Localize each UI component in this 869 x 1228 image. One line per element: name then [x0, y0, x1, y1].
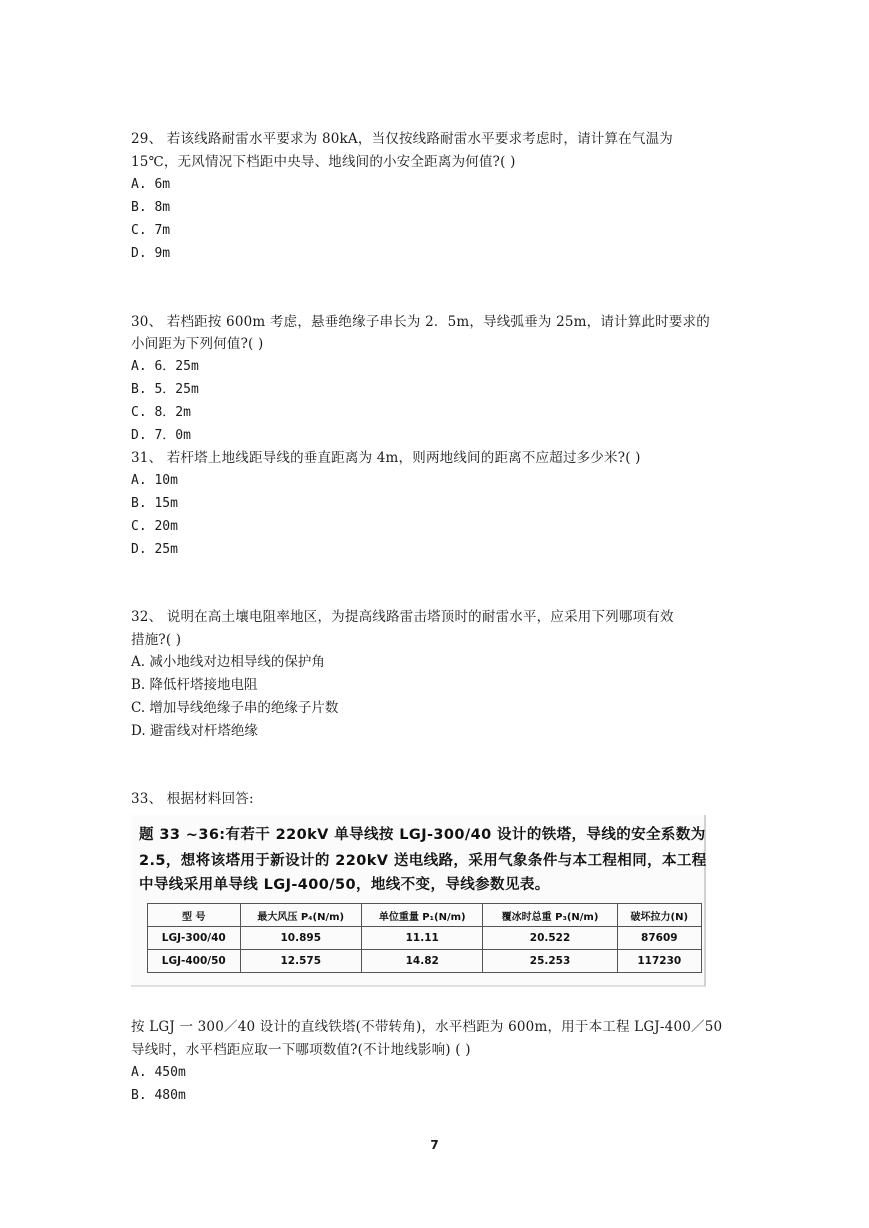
figure-text-line2: 2.5，想将该塔用于新设计的 220kV 送电线路，采用气象条件与本工程相同，本工程 [139, 853, 707, 869]
table-row [148, 927, 702, 950]
q30-stem-line2: 小间距为下列何值?( ) [131, 336, 264, 352]
q29-option-b: B. 8m [131, 200, 171, 215]
table-cell: 10.895 [240, 927, 361, 950]
q32-stem-line2: 措施?( ) [131, 632, 182, 648]
table-header-row [148, 904, 702, 927]
q31-option-c: C. 20m [131, 519, 178, 534]
q30-option-b: B. 5．25m [131, 382, 199, 397]
table-cell: 20.522 [483, 927, 617, 950]
q33-material-figure [131, 815, 706, 987]
table-header-cell: 覆冰时总重 P₃(N/m) [483, 904, 617, 927]
q32-option-b: B. 降低杆塔接地电阻 [131, 677, 258, 693]
q32-option-d: D. 避雷线对杆塔绝缘 [131, 723, 258, 739]
q33-option-b: B. 480m [131, 1088, 186, 1103]
figure-text-line3: 中导线采用单导线 LGJ-400/50，地线不变，导线参数见表。 [139, 877, 550, 893]
table-header-cell: 最大风压 P₄(N/m) [240, 904, 361, 927]
q31-option-d: D. 25m [131, 542, 178, 557]
q30-option-a: A. 6．25m [131, 359, 199, 374]
q30-option-c: C. 8．2m [131, 405, 191, 420]
q32-option-c: C. 增加导线绝缘子串的绝缘子片数 [131, 700, 339, 716]
q31-option-b: B. 15m [131, 496, 178, 511]
table-row [148, 950, 702, 973]
table-cell: 87609 [617, 927, 701, 950]
q29-stem-line2: 15℃，无风情况下档距中央导、地线间的小安全距离为何值?( ) [131, 154, 516, 170]
table-cell: 12.575 [240, 950, 361, 973]
table-cell: LGJ-300/40 [148, 927, 241, 950]
page-number: 7 [430, 1138, 439, 1152]
table-cell: LGJ-400/50 [148, 950, 241, 973]
q32-stem-line1: 32、 说明在高土壤电阻率地区，为提高线路雷击塔顶时的耐雷水平，应采用下列哪项有效 [131, 609, 674, 625]
conductor-parameter-table [147, 903, 702, 973]
q32-option-a: A. 减小地线对边相导线的保护角 [131, 654, 325, 670]
q29-option-a: A. 6m [131, 177, 171, 192]
table-cell: 14.82 [361, 950, 482, 973]
table-cell: 11.11 [361, 927, 482, 950]
q29-option-d: D. 9m [131, 246, 171, 261]
q29-option-c: C. 7m [131, 223, 171, 238]
table-header-cell: 单位重量 P₁(N/m) [361, 904, 482, 927]
table-header-cell: 破坏拉力(N) [617, 904, 701, 927]
q33-intro: 33、 根据材料回答: [131, 791, 254, 807]
table-cell: 25.253 [483, 950, 617, 973]
q30-stem-line1: 30、 若档距按 600m 考虑，悬垂绝缘子串长为 2．5m，导线弧垂为 25m，请计算此时要求的 [131, 314, 710, 330]
q33-option-a: A. 450m [131, 1065, 186, 1080]
q31-stem-line1: 31、 若杆塔上地线距导线的垂直距离为 4m，则两地线间的距离不应超过多少米?( ) [131, 450, 641, 466]
q31-option-a: A. 10m [131, 473, 178, 488]
q33-stem-line2: 导线时，水平档距应取一下哪项数值?(不计地线影响) ( ) [131, 1042, 471, 1058]
q29-stem-line1: 29、 若该线路耐雷水平要求为 80kA，当仅按线路耐雷水平要求考虑时，请计算在气温为 [131, 131, 673, 147]
q33-stem-line1: 按 LGJ 一 300／40 设计的直线铁塔(不带转角)，水平档距为 600m，用于本工程 LGJ-400／50 [131, 1019, 723, 1035]
table-header-cell: 型 号 [148, 904, 241, 927]
q30-option-d: D. 7．0m [131, 428, 191, 443]
table-cell: 117230 [617, 950, 701, 973]
figure-text-line1: 题 33 ~36:有若干 220kV 单导线按 LGJ-300/40 设计的铁塔，导线的安全系数为 [139, 827, 706, 843]
